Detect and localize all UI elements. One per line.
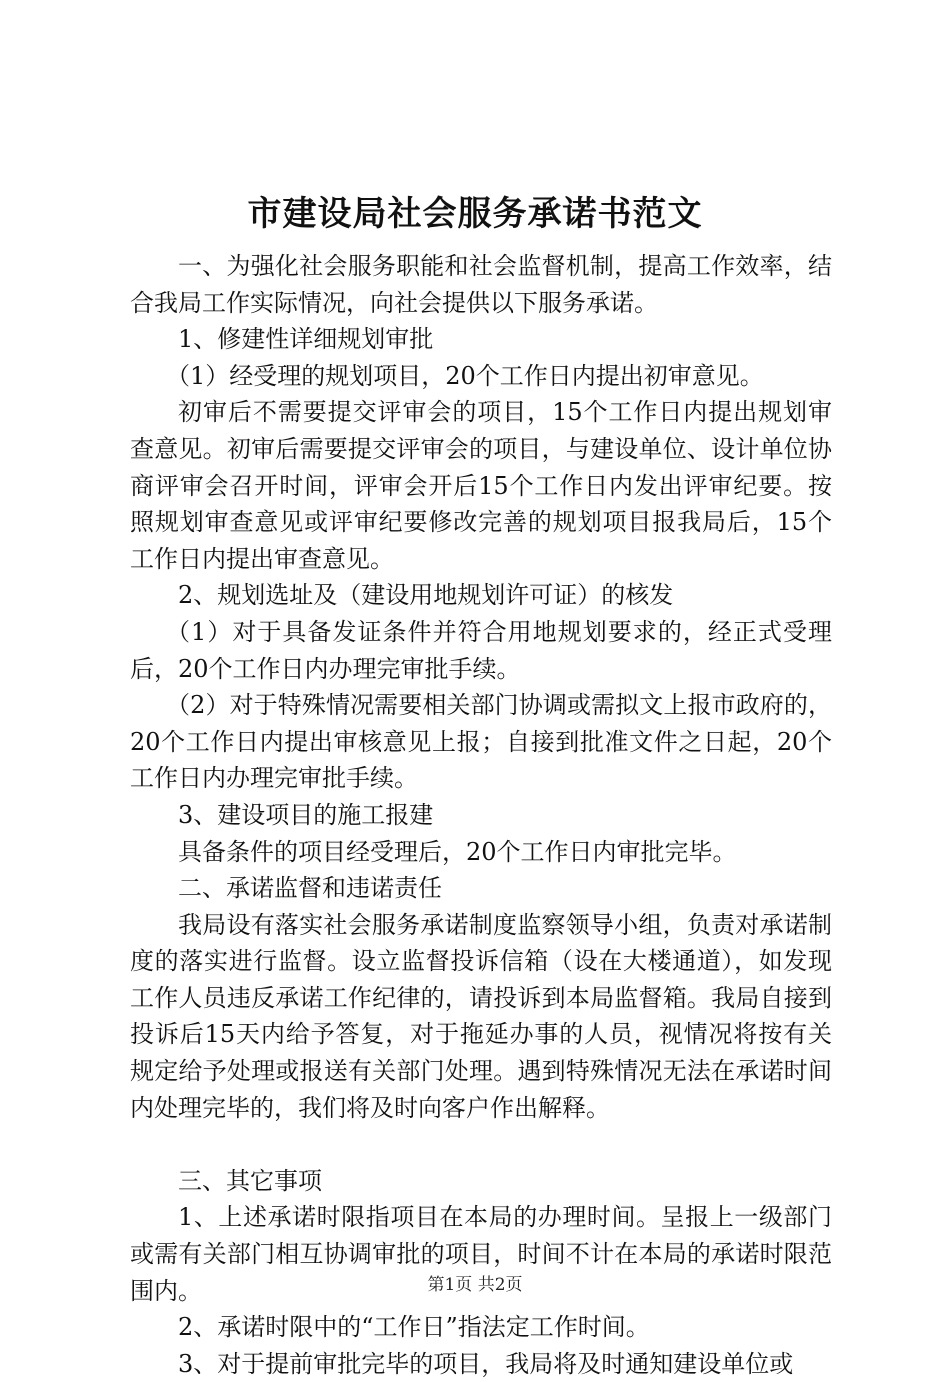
heading-item-1: 1、修建性详细规划审批 <box>178 325 434 354</box>
paragraph-item-1-review: 初审后不需要提交评审会的项目，15个工作日内提出规划审查意见。初审后需要提交评审会的项目，与建设单位、设计单位协商评审会召开时间，评审会开后15个工作日内发出评审纪要。按照规划审查意见或评审纪要修改完善的规划项目报我局后，15个工作日内提出审查意见。 <box>130 398 832 573</box>
document-title: 市建设局社会服务承诺书范文 <box>247 194 703 234</box>
paragraph-item-3: 具备条件的项目经受理后，20个工作日内审批完毕。 <box>178 837 737 866</box>
paragraph-item-1-1: （1）经受理的规划项目，20个工作日内提出初审意见。 <box>166 361 764 390</box>
page-number: 第1页 共2页 <box>427 1275 523 1295</box>
paragraph-item-2-1: （1）对于具备发证条件并符合用地规划要求的，经正式受理后，20个工作日内办理完审批手续。 <box>130 617 832 683</box>
paragraph-item-2-2: （2）对于特殊情况需要相关部门协调或需拟文上报市政府的，20个工作日内提出审核意见上报；自接到批准文件之日起，20个工作日内办理完审批手续。 <box>130 691 832 793</box>
paragraph-other-2: 2、承诺时限中的“工作日”指法定工作时间。 <box>178 1313 650 1342</box>
paragraph-intro: 一、为强化社会服务职能和社会监督机制，提高工作效率，结合我局工作实际情况，向社会提供以下服务承诺。 <box>130 252 832 317</box>
paragraph-supervision: 我局设有落实社会服务承诺制度监察领导小组，负责对承诺制度的落实进行监督。设立监督投诉信箱（设在大楼通道），如发现工作人员违反承诺工作纪律的，请投诉到本局监督箱。我局自接到投诉后15天内给予答复，对于拖延办事的人员，视情况将按有关规定给予处理或报送有关部门处理。遇到特殊情况无法在承诺时间内处理完毕的，我们将及时向客户作出解释。 <box>130 910 832 1122</box>
paragraph-other-3: 3、对于提前审批完毕的项目，我局将及时通知建设单位或 <box>178 1349 794 1378</box>
heading-item-3: 3、建设项目的施工报建 <box>178 800 434 829</box>
heading-section-3: 三、其它事项 <box>178 1166 322 1195</box>
heading-section-2: 二、承诺监督和违诺责任 <box>178 874 442 903</box>
paragraph-other-1: 1、上述承诺时限指项目在本局的办理时间。呈报上一级部门或需有关部门相互协调审批的项目，时间不计在本局的承诺时限范围内。 <box>130 1203 832 1305</box>
document-body <box>130 248 832 1382</box>
heading-item-2: 2、规划选址及（建设用地规划许可证）的核发 <box>178 581 674 610</box>
